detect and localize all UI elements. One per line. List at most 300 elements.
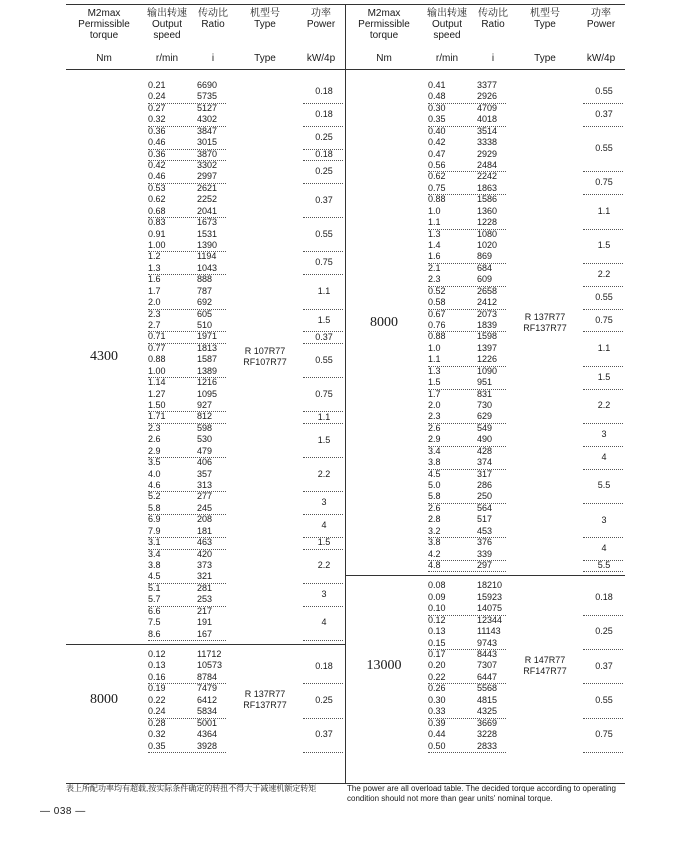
ratio-value: 376 bbox=[477, 537, 493, 548]
ratio-value: 15923 bbox=[477, 591, 503, 602]
header-ratio bbox=[472, 8, 514, 68]
ratio-value: 1587 bbox=[197, 354, 218, 365]
ratio-value: 2833 bbox=[477, 740, 498, 751]
ratio-value: 1813 bbox=[197, 342, 218, 353]
header-speed-line: 输出转速 bbox=[147, 8, 187, 19]
speed-value: 0.35 bbox=[428, 114, 446, 125]
ratio-value: 812 bbox=[197, 411, 213, 422]
speed-value: 0.21 bbox=[148, 80, 166, 90]
header-power-line: Power bbox=[306, 19, 336, 30]
table-half-left bbox=[66, 5, 346, 783]
table-row bbox=[66, 457, 345, 468]
footnote-english: The power are all overload table. The decided torque according to operating condition should not more than gear units' nominal torque. bbox=[347, 784, 616, 803]
ratio-value: 357 bbox=[197, 468, 213, 479]
speed-value: 0.39 bbox=[428, 717, 446, 728]
ratio-value: 1389 bbox=[197, 365, 218, 376]
speed-value: 0.52 bbox=[428, 285, 446, 296]
ratio-value: 927 bbox=[197, 400, 213, 411]
table-row bbox=[346, 526, 625, 537]
table-row bbox=[346, 411, 625, 422]
table-row bbox=[346, 729, 625, 740]
table-row bbox=[346, 366, 625, 377]
header-type-unit: Type bbox=[254, 53, 276, 64]
table-row bbox=[346, 683, 625, 694]
header-torque-line: torque bbox=[89, 30, 119, 41]
speed-value: 1.0 bbox=[428, 342, 441, 353]
speed-value: 3.1 bbox=[148, 537, 161, 548]
ratio-value: 1390 bbox=[197, 240, 218, 251]
table-row bbox=[66, 149, 345, 160]
power-value: 3 bbox=[321, 497, 327, 508]
power-value: 5.5 bbox=[597, 560, 611, 571]
ratio-value: 6412 bbox=[197, 694, 218, 705]
speed-value: 0.71 bbox=[148, 331, 166, 342]
table-row bbox=[66, 706, 345, 717]
table-row bbox=[346, 672, 625, 683]
ratio-value: 2242 bbox=[477, 171, 498, 182]
table-row bbox=[66, 331, 345, 342]
ratio-value: 1194 bbox=[197, 251, 217, 262]
ratio-value: 787 bbox=[197, 285, 213, 296]
speed-value: 0.46 bbox=[148, 137, 166, 148]
power-value: 0.18 bbox=[595, 592, 613, 603]
ratio-value: 3514 bbox=[477, 125, 498, 136]
speed-value: 0.88 bbox=[428, 194, 446, 205]
power-value: 1.1 bbox=[597, 205, 611, 216]
ratio-value: 479 bbox=[197, 445, 213, 456]
power-value: 3 bbox=[321, 588, 327, 599]
group-divider bbox=[148, 640, 226, 641]
ratio-value: 5735 bbox=[197, 91, 218, 102]
power-value: 2.2 bbox=[597, 268, 611, 279]
table-row bbox=[346, 331, 625, 342]
speed-value: 7.9 bbox=[148, 525, 161, 536]
table-row bbox=[346, 377, 625, 388]
header-torque bbox=[346, 8, 422, 68]
ratio-value: 831 bbox=[477, 388, 493, 399]
table-row bbox=[66, 400, 345, 411]
ratio-value: 3870 bbox=[197, 148, 218, 159]
ratio-value: 181 bbox=[197, 525, 213, 536]
speed-value: 0.32 bbox=[148, 114, 166, 125]
table-header bbox=[346, 5, 625, 70]
power-value: 0.55 bbox=[595, 85, 613, 96]
speed-value: 0.75 bbox=[428, 182, 446, 193]
ratio-value: 321 bbox=[197, 571, 213, 582]
table-row bbox=[346, 160, 625, 171]
speed-value: 4.5 bbox=[148, 571, 161, 582]
speed-value: 0.28 bbox=[148, 717, 166, 728]
header-type-line: Type bbox=[534, 19, 556, 30]
power-value: 4 bbox=[321, 520, 327, 531]
type-line: R 137R77 bbox=[524, 311, 566, 322]
power-value: 0.75 bbox=[315, 388, 333, 399]
speed-value: 1.1 bbox=[428, 217, 441, 228]
header-torque-line: M2max bbox=[87, 8, 121, 19]
table-row bbox=[66, 309, 345, 320]
ratio-value: 9743 bbox=[477, 637, 498, 648]
speed-value: 0.62 bbox=[148, 194, 166, 205]
table-row bbox=[66, 491, 345, 502]
header-ratio-unit: i bbox=[491, 53, 495, 64]
header-speed bbox=[142, 8, 192, 68]
header-type-unit: Type bbox=[534, 53, 556, 64]
table-row bbox=[66, 718, 345, 729]
speed-value: 1.27 bbox=[148, 388, 166, 399]
speed-value: 0.48 bbox=[428, 91, 446, 102]
power-divider bbox=[583, 571, 623, 572]
ratio-value: 3377 bbox=[477, 80, 498, 90]
header-torque-line: torque bbox=[369, 30, 399, 41]
speed-value: 3.5 bbox=[148, 457, 161, 468]
speed-value: 0.42 bbox=[148, 160, 166, 170]
table-row bbox=[66, 194, 345, 205]
ratio-value: 490 bbox=[477, 434, 493, 445]
ratio-value: 1598 bbox=[477, 331, 498, 342]
power-value: 3 bbox=[601, 428, 607, 439]
power-value: 2.2 bbox=[317, 560, 331, 571]
header-power-line: Power bbox=[586, 19, 616, 30]
ratio-value: 7479 bbox=[197, 683, 218, 694]
header-speed bbox=[422, 8, 472, 68]
ratio-value: 549 bbox=[477, 422, 493, 433]
table-row bbox=[66, 343, 345, 354]
power-divider bbox=[303, 640, 343, 641]
speed-value: 2.3 bbox=[428, 411, 441, 422]
header-speed-line: Output bbox=[431, 19, 463, 30]
ratio-value: 5127 bbox=[197, 102, 218, 113]
table-row bbox=[346, 638, 625, 649]
speed-value: 1.71 bbox=[148, 411, 166, 422]
ratio-value: 317 bbox=[477, 468, 493, 479]
speed-value: 4.2 bbox=[428, 548, 441, 559]
table-row bbox=[346, 446, 625, 457]
ratio-value: 406 bbox=[197, 457, 213, 468]
header-ratio-line: 传动比 bbox=[198, 8, 228, 19]
ratio-value: 692 bbox=[197, 297, 213, 308]
table-row bbox=[346, 80, 625, 91]
table-row bbox=[66, 423, 345, 434]
speed-value: 5.7 bbox=[148, 594, 161, 605]
ratio-value: 3015 bbox=[197, 137, 218, 148]
header-speed-unit: r/min bbox=[435, 53, 459, 64]
speed-value: 7.5 bbox=[148, 617, 161, 628]
header-torque-line: Permissible bbox=[358, 19, 410, 30]
speed-value: 2.3 bbox=[148, 422, 161, 433]
ratio-value: 1020 bbox=[477, 240, 498, 251]
table-row bbox=[66, 629, 345, 640]
table-row bbox=[66, 274, 345, 285]
ratio-value: 1090 bbox=[477, 365, 498, 376]
ratio-value: 869 bbox=[477, 251, 493, 262]
type-line: R 147R77 bbox=[524, 655, 566, 666]
speed-value: 2.6 bbox=[428, 502, 441, 513]
table-row bbox=[66, 377, 345, 388]
table-row bbox=[346, 229, 625, 240]
ratio-value: 4325 bbox=[477, 706, 498, 717]
power-value: 0.75 bbox=[595, 729, 613, 740]
table-row bbox=[66, 683, 345, 694]
table-row bbox=[346, 514, 625, 525]
speed-value: 0.35 bbox=[148, 740, 166, 751]
speed-value: 0.67 bbox=[428, 308, 446, 319]
speed-value: 0.13 bbox=[428, 626, 446, 637]
speed-value: 0.56 bbox=[428, 160, 446, 170]
header-ratio bbox=[192, 8, 234, 68]
power-value: 2.2 bbox=[317, 468, 331, 479]
speed-value: 0.24 bbox=[148, 91, 166, 102]
ratio-value: 3847 bbox=[197, 125, 218, 136]
speed-value: 0.13 bbox=[148, 660, 166, 671]
power-value: 2.2 bbox=[597, 400, 611, 411]
table-row bbox=[346, 91, 625, 102]
speed-value: 0.91 bbox=[148, 228, 166, 239]
ratio-value: 428 bbox=[477, 445, 493, 456]
speed-value: 4.5 bbox=[428, 468, 441, 479]
speed-value: 2.9 bbox=[148, 445, 161, 456]
power-value: 0.37 bbox=[315, 729, 333, 740]
table-row bbox=[66, 503, 345, 514]
table-row bbox=[346, 217, 625, 228]
ratio-value: 2658 bbox=[477, 285, 498, 296]
ratio-value: 2073 bbox=[477, 308, 498, 319]
ratio-value: 609 bbox=[477, 274, 493, 285]
table-row bbox=[346, 240, 625, 251]
table-row bbox=[66, 480, 345, 491]
group-divider bbox=[428, 571, 506, 572]
table-row bbox=[346, 603, 625, 614]
ratio-value: 6690 bbox=[197, 80, 218, 90]
power-value: 0.37 bbox=[595, 660, 613, 671]
power-value: 0.75 bbox=[315, 257, 333, 268]
table-row bbox=[346, 592, 625, 603]
power-value: 0.25 bbox=[315, 165, 333, 176]
header-speed-line: 输出转速 bbox=[427, 8, 467, 19]
speed-value: 0.76 bbox=[428, 320, 446, 331]
speed-value: 2.7 bbox=[148, 320, 161, 331]
ratio-value: 1080 bbox=[477, 228, 498, 239]
torque-value: 8000 bbox=[90, 692, 118, 708]
speed-value: 0.42 bbox=[428, 137, 446, 148]
speed-value: 6.9 bbox=[148, 514, 161, 525]
table-row bbox=[66, 286, 345, 297]
speed-value: 0.50 bbox=[428, 740, 446, 751]
table-row bbox=[346, 457, 625, 468]
header-speed-unit: r/min bbox=[155, 53, 179, 64]
ratio-value: 530 bbox=[197, 434, 213, 445]
header-power-line: 功率 bbox=[311, 8, 331, 19]
ratio-value: 4709 bbox=[477, 102, 498, 113]
header-type-line: 机型号 bbox=[530, 8, 560, 19]
ratio-value: 5568 bbox=[477, 683, 498, 694]
torque-value: 4300 bbox=[90, 349, 118, 365]
speed-value: 3.8 bbox=[428, 537, 441, 548]
power-value: 0.37 bbox=[595, 108, 613, 119]
speed-value: 0.26 bbox=[428, 683, 446, 694]
table-row bbox=[66, 617, 345, 628]
ratio-value: 3338 bbox=[477, 137, 498, 148]
power-value: 0.18 bbox=[315, 148, 333, 159]
table-row bbox=[346, 114, 625, 125]
table-row bbox=[66, 354, 345, 365]
table-row bbox=[66, 606, 345, 617]
table-row bbox=[346, 297, 625, 308]
speed-value: 1.7 bbox=[428, 388, 441, 399]
table-row bbox=[66, 741, 345, 752]
header-power-unit: kW/4p bbox=[306, 53, 336, 64]
table-row bbox=[66, 297, 345, 308]
table-row bbox=[346, 560, 625, 571]
table-row bbox=[66, 320, 345, 331]
header-torque-line: Permissible bbox=[78, 19, 130, 30]
table-row bbox=[66, 537, 345, 548]
speed-value: 0.36 bbox=[148, 148, 166, 159]
table-row bbox=[346, 137, 625, 148]
speed-value: 1.1 bbox=[428, 354, 441, 365]
ratio-value: 2621 bbox=[197, 182, 218, 193]
table-row bbox=[346, 626, 625, 637]
ratio-value: 4018 bbox=[477, 114, 498, 125]
power-value: 0.25 bbox=[315, 694, 333, 705]
ratio-value: 2997 bbox=[197, 171, 218, 182]
table-row bbox=[66, 434, 345, 445]
ratio-value: 1216 bbox=[197, 377, 218, 388]
table-row bbox=[66, 240, 345, 251]
speed-value: 1.2 bbox=[148, 251, 161, 262]
ratio-value: 217 bbox=[197, 605, 213, 616]
power-value: 0.55 bbox=[595, 291, 613, 302]
header-type-line: Type bbox=[254, 19, 276, 30]
ratio-value: 1839 bbox=[477, 320, 498, 331]
table-row bbox=[66, 251, 345, 262]
table-half-right bbox=[346, 5, 625, 783]
speed-value: 0.36 bbox=[148, 125, 166, 136]
speed-value: 2.9 bbox=[428, 434, 441, 445]
speed-value: 0.10 bbox=[428, 603, 446, 614]
speed-value: 0.53 bbox=[148, 182, 166, 193]
speed-value: 1.4 bbox=[428, 240, 441, 251]
table-row bbox=[346, 706, 625, 717]
speed-value: 0.40 bbox=[428, 125, 446, 136]
speed-value: 0.58 bbox=[428, 297, 446, 308]
table-row bbox=[66, 549, 345, 560]
ratio-value: 517 bbox=[477, 514, 493, 525]
ratio-value: 313 bbox=[197, 480, 213, 491]
ratio-value: 888 bbox=[197, 274, 213, 285]
speed-value: 0.15 bbox=[428, 637, 446, 648]
speed-value: 0.47 bbox=[428, 148, 446, 159]
power-value: 1.1 bbox=[317, 285, 331, 296]
speed-value: 1.00 bbox=[148, 365, 166, 376]
header-speed-line: speed bbox=[433, 30, 461, 41]
torque-value: 8000 bbox=[370, 314, 398, 330]
speed-value: 2.3 bbox=[148, 308, 161, 319]
table-row bbox=[66, 389, 345, 400]
speed-value: 0.09 bbox=[428, 591, 446, 602]
table-row bbox=[346, 263, 625, 274]
power-value: 4 bbox=[321, 617, 327, 628]
speed-value: 0.22 bbox=[428, 671, 446, 682]
ratio-value: 605 bbox=[197, 308, 213, 319]
type-line: RF137R77 bbox=[523, 322, 567, 333]
speed-value: 2.3 bbox=[428, 274, 441, 285]
table-row bbox=[346, 286, 625, 297]
type-line: RF107R77 bbox=[243, 357, 287, 368]
table-row bbox=[346, 343, 625, 354]
header-torque-unit: Nm bbox=[96, 53, 112, 64]
type-line: R 137R77 bbox=[244, 689, 286, 700]
power-value: 0.55 bbox=[315, 354, 333, 365]
ratio-value: 8443 bbox=[477, 649, 498, 660]
torque-section bbox=[66, 70, 345, 644]
header-type bbox=[234, 8, 296, 68]
speed-value: 2.6 bbox=[428, 422, 441, 433]
table-row bbox=[346, 354, 625, 365]
speed-value: 5.2 bbox=[148, 491, 161, 502]
ratio-value: 2926 bbox=[477, 91, 498, 102]
page-number: — 038 — bbox=[40, 806, 86, 817]
table-row bbox=[66, 171, 345, 182]
ratio-value: 684 bbox=[477, 262, 493, 273]
ratio-value: 1228 bbox=[477, 217, 498, 228]
speed-value: 3.8 bbox=[148, 560, 161, 571]
power-value: 0.25 bbox=[595, 626, 613, 637]
ratio-value: 281 bbox=[197, 582, 213, 593]
table-row bbox=[66, 660, 345, 671]
table-row bbox=[66, 446, 345, 457]
ratio-value: 7307 bbox=[477, 660, 498, 671]
speed-value: 0.33 bbox=[428, 706, 446, 717]
speed-value: 3.8 bbox=[428, 457, 441, 468]
table-row bbox=[66, 672, 345, 683]
torque-section bbox=[346, 70, 625, 575]
speed-value: 2.0 bbox=[428, 400, 441, 411]
speed-value: 5.1 bbox=[148, 582, 161, 593]
ratio-value: 12344 bbox=[477, 614, 503, 625]
ratio-value: 6447 bbox=[477, 671, 498, 682]
ratio-value: 4364 bbox=[197, 729, 218, 740]
speed-value: 0.44 bbox=[428, 729, 446, 740]
table-row bbox=[66, 263, 345, 274]
table-row bbox=[346, 649, 625, 660]
table-row bbox=[346, 274, 625, 285]
table-row bbox=[346, 320, 625, 331]
speed-value: 4.8 bbox=[428, 560, 441, 571]
header-power bbox=[578, 8, 624, 68]
header-ratio-unit: i bbox=[211, 53, 215, 64]
ratio-value: 510 bbox=[197, 320, 213, 331]
power-value: 0.75 bbox=[595, 314, 613, 325]
header-ratio-line: Ratio bbox=[481, 19, 505, 30]
table-row bbox=[346, 389, 625, 400]
ratio-value: 1095 bbox=[197, 388, 218, 399]
torque-section bbox=[66, 644, 345, 756]
ratio-value: 245 bbox=[197, 502, 213, 513]
table-row bbox=[66, 469, 345, 480]
ratio-value: 374 bbox=[477, 457, 493, 468]
table-row bbox=[346, 126, 625, 137]
power-value: 1.1 bbox=[317, 411, 331, 422]
power-value: 4 bbox=[601, 451, 607, 462]
ratio-value: 4302 bbox=[197, 114, 218, 125]
speed-value: 2.0 bbox=[148, 297, 161, 308]
ratio-value: 8784 bbox=[197, 671, 218, 682]
table-row bbox=[66, 217, 345, 228]
ratio-value: 1586 bbox=[477, 194, 498, 205]
header-ratio-line: Ratio bbox=[201, 19, 225, 30]
power-divider bbox=[583, 752, 623, 753]
table-row bbox=[66, 583, 345, 594]
